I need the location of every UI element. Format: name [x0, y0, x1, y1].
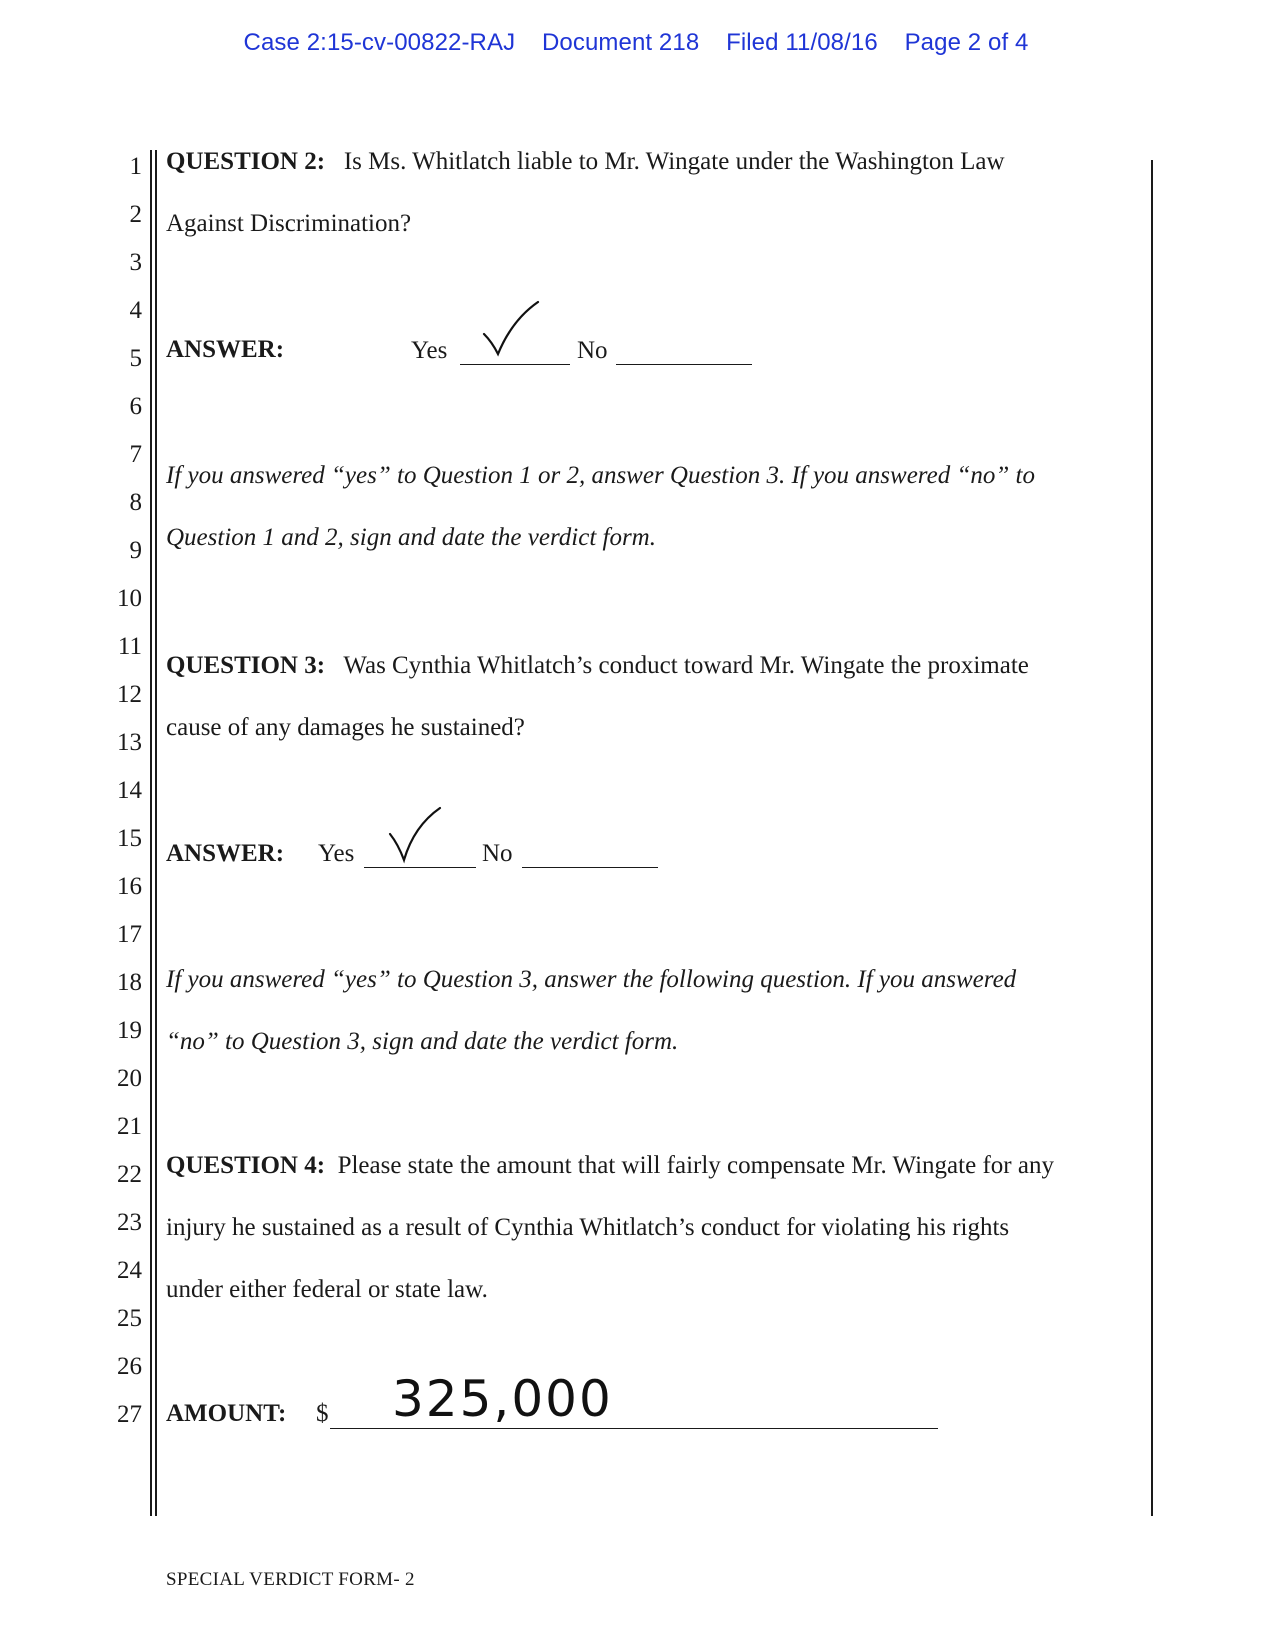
q3-no-label: No — [482, 840, 513, 867]
question-2-line-2: Against Discrimination? — [166, 210, 412, 237]
question-4-line-3: under either federal or state law. — [166, 1276, 488, 1303]
line-number: 6 — [129, 393, 142, 420]
line-number: 17 — [117, 921, 142, 948]
question-4-line-1 — [166, 1152, 1054, 1180]
line-number: 10 — [117, 585, 142, 612]
line-number: 26 — [117, 1353, 142, 1380]
instruction-2-line-1: If you answered “yes” to Question 3, answer the following question. If you answered — [166, 966, 1017, 993]
question-4-label: QUESTION 4: — [166, 1152, 326, 1179]
handwritten-amount: 325,000 — [392, 1370, 613, 1428]
line-number: 25 — [117, 1305, 142, 1332]
question-2-label: QUESTION 2: — [166, 148, 326, 175]
line-number: 8 — [129, 489, 142, 516]
line-number: 9 — [129, 537, 142, 564]
right-margin-rule — [1151, 160, 1153, 1516]
line-number: 5 — [129, 345, 142, 372]
amount-label: AMOUNT: — [166, 1400, 287, 1427]
case-number: Case 2:15-cv-00822-RAJ — [243, 29, 516, 56]
line-number: 23 — [117, 1209, 142, 1236]
question-2-text: Is Ms. Whitlatch liable to Mr. Wingate under the Washington Law — [343, 148, 1005, 175]
filed-date: Filed 11/08/16 — [726, 29, 878, 56]
q3-yes-label: Yes — [318, 840, 355, 867]
q2-no-label: No — [577, 337, 608, 364]
question-4-line-2: injury he sustained as a result of Cynthia Whitlatch’s conduct for violating his rights — [166, 1214, 1010, 1241]
line-number: 15 — [117, 825, 142, 852]
line-number: 24 — [117, 1257, 142, 1284]
left-margin-rule — [150, 150, 152, 1516]
line-number: 12 — [117, 681, 142, 708]
line-number: 11 — [117, 633, 142, 660]
line-number: 4 — [129, 297, 142, 324]
page-footer: SPECIAL VERDICT FORM- 2 — [166, 1569, 415, 1590]
line-number: 22 — [117, 1161, 142, 1188]
line-number: 18 — [117, 969, 142, 996]
line-number: 16 — [117, 873, 142, 900]
line-number: 7 — [129, 441, 142, 468]
instruction-1-line-2: Question 1 and 2, sign and date the verdict form. — [166, 524, 656, 551]
currency-symbol: $ — [316, 1400, 329, 1427]
question-2-line-1 — [166, 148, 1005, 176]
document-number: Document 218 — [541, 29, 700, 56]
line-number: 20 — [117, 1065, 142, 1092]
q2-yes-checkmark-icon — [478, 296, 548, 366]
question-3-line-1 — [166, 652, 1029, 680]
instruction-2-line-2: “no” to Question 3, sign and date the verdict form. — [166, 1028, 679, 1055]
question-4-text: Please state the amount that will fairly compensate Mr. Wingate for any — [337, 1152, 1054, 1179]
case-header — [0, 29, 1272, 57]
q3-answer-label: ANSWER: — [166, 840, 285, 867]
question-3-line-2: cause of any damages he sustained? — [166, 714, 525, 741]
amount-blank[interactable] — [330, 1428, 938, 1429]
question-3-text: Was Cynthia Whitlatch’s conduct toward Mr. Wingate the proximate — [343, 652, 1029, 679]
q3-no-blank[interactable] — [522, 867, 658, 868]
line-number: 27 — [117, 1401, 142, 1428]
question-3-label: QUESTION 3: — [166, 652, 326, 679]
q2-yes-label: Yes — [411, 337, 448, 364]
line-number: 3 — [129, 249, 142, 276]
q2-answer-label: ANSWER: — [166, 336, 285, 363]
line-number: 1 — [129, 153, 142, 180]
instruction-1-line-1: If you answered “yes” to Question 1 or 2, answer Question 3. If you answered “no” to — [166, 462, 1035, 489]
line-number: 19 — [117, 1017, 142, 1044]
line-number: 2 — [129, 201, 142, 228]
q3-yes-checkmark-icon — [384, 800, 454, 870]
page-indicator: Page 2 of 4 — [904, 29, 1029, 56]
line-number: 21 — [117, 1113, 142, 1140]
line-number: 14 — [117, 777, 142, 804]
q2-no-blank[interactable] — [616, 364, 752, 365]
line-number: 13 — [117, 729, 142, 756]
left-margin-rule — [155, 150, 157, 1516]
